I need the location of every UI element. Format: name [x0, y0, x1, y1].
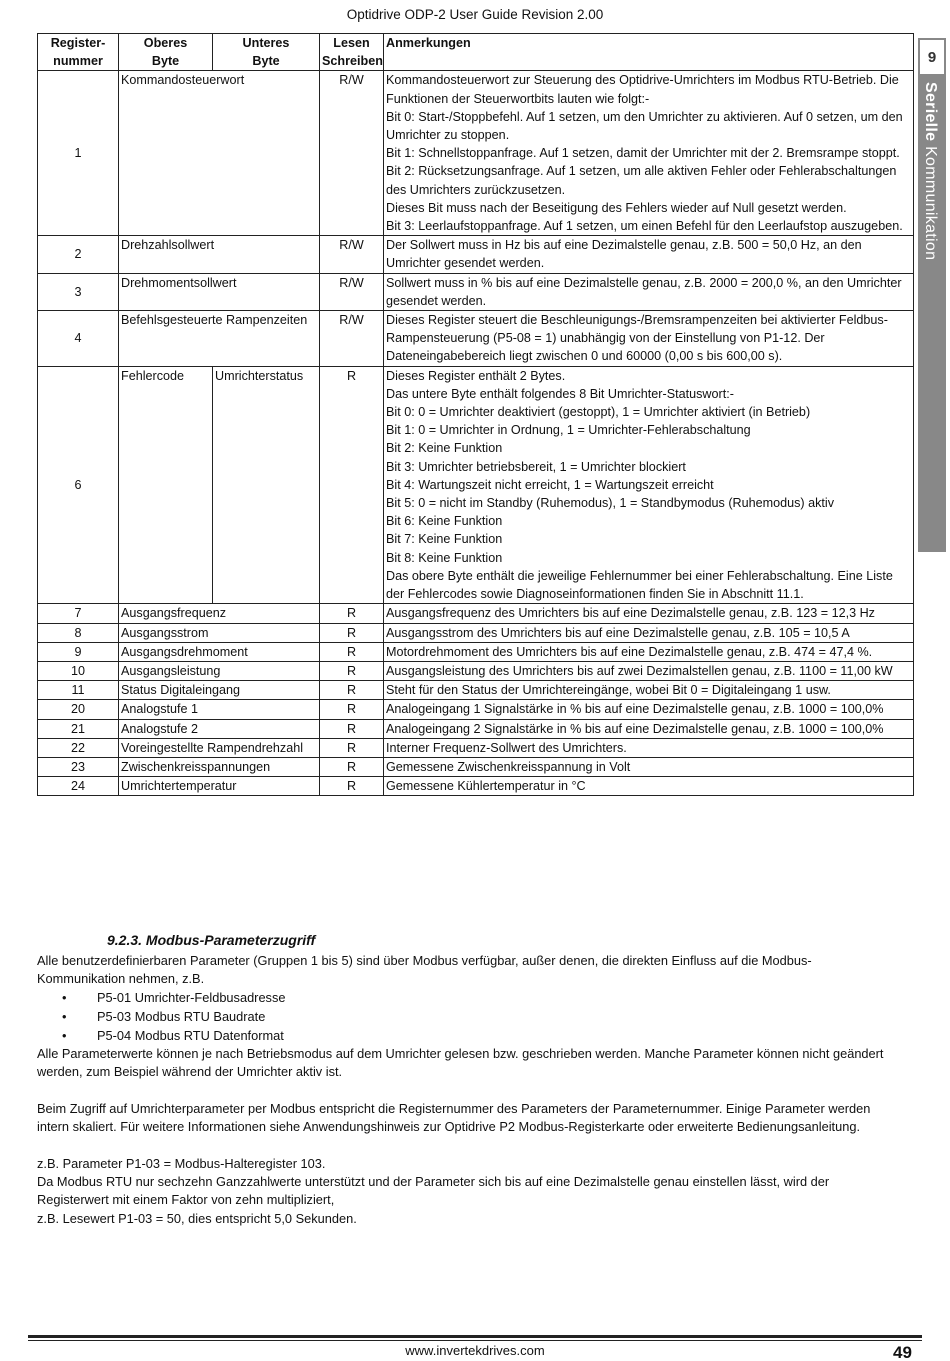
notes-line: Analogeingang 2 Signalstärke in % bis auf eine Dezimalstelle genau, z.B. 1000 = 100,0% [386, 721, 884, 736]
header-register-number: Register- nummer [38, 34, 119, 71]
modbus-register-table [37, 33, 914, 796]
register-name-cell: Status Digitaleingang [119, 681, 320, 700]
paragraph-example-read: z.B. Lesewert P1-03 = 50, dies entspricht 5,0 Sekunden. [37, 1211, 357, 1226]
notes-line: Dieses Register enthält 2 Bytes. [386, 368, 566, 383]
notes-cell [384, 71, 914, 236]
register-number-cell: 7 [38, 604, 119, 623]
register-number-cell: 2 [38, 236, 119, 273]
register-name-cell: Drehmomentsollwert [119, 273, 320, 310]
notes-line: Bit 0: Start-/Stoppbefehl. Auf 1 setzen, um den Umrichter zu aktivieren. Auf 0 setzen, um den Umrichter zu stoppen. [386, 109, 903, 143]
notes-cell [384, 642, 914, 661]
notes-line: Analogeingang 1 Signalstärke in % bis auf eine Dezimalstelle genau, z.B. 1000 = 100,0% [386, 702, 884, 717]
chapter-number: 9 [918, 38, 946, 76]
notes-cell [384, 681, 914, 700]
parameter-bullet-list [62, 988, 285, 1046]
register-name-cell: Umrichtertemperatur [119, 777, 320, 796]
notes-line: Kommandosteuerwort zur Steuerung des Optidrive-Umrichters im Modbus RTU-Betrieb. Die Funktionen der Steuerwortbits lauten wie folgt:- [386, 73, 899, 106]
section-intro: Alle benutzerdefinierbaren Parameter (Gruppen 1 bis 5) sind über Modbus verfügbar, außer denen, die direkten Einfluss auf die Modbus-Kommunikation nehmen, z.B. [37, 953, 812, 987]
table-row [38, 719, 914, 738]
register-number-cell: 24 [38, 777, 119, 796]
chapter-side-tab [918, 38, 946, 552]
notes-cell [384, 366, 914, 604]
register-number-cell: 11 [38, 681, 119, 700]
list-item: • P5-01 Umrichter-Feldbusadresse [62, 988, 285, 1007]
footer-rule [28, 1335, 922, 1338]
table-row [38, 236, 914, 273]
paragraph-scaling: Da Modbus RTU nur sechzehn Ganzzahlwerte unterstützt und der Parameter sich bis auf eine Dezimalstelle genau einstellen lässt, wird der Registerwert mit einem Faktor von zehn multipliziert, [37, 1174, 830, 1208]
notes-cell [384, 700, 914, 719]
notes-cell [384, 738, 914, 757]
read-write-cell: R/W [320, 311, 384, 367]
upper-byte-cell: Fehlercode [119, 366, 213, 604]
read-write-cell: R [320, 366, 384, 604]
register-number-cell: 4 [38, 311, 119, 367]
notes-cell [384, 623, 914, 642]
notes-cell [384, 236, 914, 273]
notes-line: Ausgangsleistung des Umrichters bis auf zwei Dezimalstellen genau, z.B. 1100 = 11,00 kW [386, 663, 893, 678]
header-upper-byte: Oberes Byte [119, 34, 213, 71]
register-name-cell: Analogstufe 1 [119, 700, 320, 719]
register-number-cell: 9 [38, 642, 119, 661]
notes-line: Ausgangsfrequenz des Umrichters bis auf eine Dezimalstelle genau, z.B. 123 = 12,3 Hz [386, 606, 875, 621]
notes-line: Bit 1: 0 = Umrichter in Ordnung, 1 = Umrichter-Fehlerabschaltung [386, 423, 751, 438]
read-write-cell: R [320, 777, 384, 796]
register-name-cell: Analogstufe 2 [119, 719, 320, 738]
notes-line: Der Sollwert muss in Hz bis auf eine Dezimalstelle genau, z.B. 500 = 50,0 Hz, an den Umrichter gesendet werden. [386, 238, 862, 271]
register-number-cell: 8 [38, 623, 119, 642]
notes-cell [384, 719, 914, 738]
notes-line: Bit 7: Keine Funktion [386, 532, 503, 547]
register-number-cell: 22 [38, 738, 119, 757]
table-row [38, 681, 914, 700]
read-write-cell: R/W [320, 236, 384, 273]
notes-line: Bit 4: Wartungszeit nicht erreicht, 1 = Wartungszeit erreicht [386, 477, 714, 492]
read-write-cell: R [320, 719, 384, 738]
footer-url: www.invertekdrives.com [405, 1343, 545, 1358]
notes-line: Interner Frequenz-Sollwert des Umrichters. [386, 740, 627, 755]
notes-line: Motordrehmoment des Umrichters bis auf eine Dezimalstelle genau, z.B. 474 = 47,4 %. [386, 644, 873, 659]
paragraph-read-write: Alle Parameterwerte können je nach Betriebsmodus auf dem Umrichter gelesen bzw. geschrieben werden. Manche Parameter können nicht geändert werden, zum Beispiel während der Umrichter aktiv ist. [37, 1046, 884, 1080]
register-name-cell: Voreingestellte Rampendrehzahl [119, 738, 320, 757]
footer-rule-thin [28, 1340, 922, 1341]
table-row [38, 623, 914, 642]
register-number-cell: 20 [38, 700, 119, 719]
notes-line: Bit 3: Leerlaufstoppanfrage. Auf 1 setzen, um einen Befehl für den Leerlaufstop auszugeben. [386, 219, 903, 234]
notes-line: Bit 0: 0 = Umrichter deaktiviert (gestoppt), 1 = Umrichter aktiviert (in Betrieb) [386, 405, 811, 420]
chapter-title: Serielle Kommunikation [922, 82, 939, 261]
table-row [38, 71, 914, 236]
register-number-cell: 23 [38, 757, 119, 776]
notes-cell [384, 604, 914, 623]
notes-line: Bit 2: Keine Funktion [386, 441, 503, 456]
register-number-cell: 21 [38, 719, 119, 738]
table-row [38, 311, 914, 367]
register-name-cell: Kommandosteuerwort [119, 71, 320, 236]
read-write-cell: R [320, 642, 384, 661]
table-row [38, 642, 914, 661]
notes-line: Gemessene Kühlertemperatur in °C [386, 779, 586, 794]
page-number: 49 [893, 1343, 912, 1361]
list-item: • P5-03 Modbus RTU Baudrate [62, 1007, 285, 1026]
notes-line: Bit 1: Schnellstoppanfrage. Auf 1 setzen, damit der Umrichter mit der 2. Bremsrampe stoppt. [386, 146, 900, 161]
register-name-cell: Ausgangsleistung [119, 661, 320, 680]
read-write-cell: R [320, 757, 384, 776]
table-body [38, 71, 914, 796]
notes-line: Steht für den Status der Umrichtereingänge, wobei Bit 0 = Digitaleingang 1 usw. [386, 683, 831, 698]
section-title: 9.2.3. Modbus-Parameterzugriff [107, 932, 316, 948]
register-name-cell: Ausgangsdrehmoment [119, 642, 320, 661]
read-write-cell: R [320, 661, 384, 680]
notes-line: Bit 3: Umrichter betriebsbereit, 1 = Umrichter blockiert [386, 459, 686, 474]
notes-line: Dieses Register steuert die Beschleunigungs-/Bremsrampenzeiten bei aktivierter Feldbus-Rampensteuerung (P5-08 = 1) unabhängig von der Einstellung von P1-12. Der Dateneingabebereich liegt zwischen 0 und 60000 (0,00 s bis 600,00 s). [386, 313, 888, 364]
header-read-write: Lesen Schreiben [320, 34, 384, 71]
notes-line: Bit 8: Keine Funktion [386, 550, 503, 565]
notes-cell [384, 273, 914, 310]
paragraph-example-register: z.B. Parameter P1-03 = Modbus-Halteregister 103. [37, 1156, 326, 1171]
read-write-cell: R [320, 700, 384, 719]
notes-line: Sollwert muss in % bis auf eine Dezimalstelle genau, z.B. 2000 = 200,0 %, an den Umrichter gesendet werden. [386, 275, 902, 308]
list-item: • P5-04 Modbus RTU Datenformat [62, 1026, 285, 1045]
table-row [38, 757, 914, 776]
read-write-cell: R [320, 681, 384, 700]
notes-cell [384, 777, 914, 796]
notes-line: Dieses Bit muss nach der Beseitigung des Fehlers wieder auf Null gesetzt werden. [386, 200, 847, 215]
notes-line: Ausgangsstrom des Umrichters bis auf eine Dezimalstelle genau, z.B. 105 = 10,5 A [386, 625, 850, 640]
read-write-cell: R/W [320, 273, 384, 310]
table-row [38, 777, 914, 796]
notes-cell [384, 661, 914, 680]
page-header: Optidrive ODP-2 User Guide Revision 2.00 [346, 7, 604, 22]
read-write-cell: R [320, 623, 384, 642]
register-number-cell: 6 [38, 366, 119, 604]
notes-line: Gemessene Zwischenkreisspannung in Volt [386, 759, 631, 774]
header-notes: Anmerkungen [384, 34, 914, 71]
header-lower-byte: Unteres Byte [213, 34, 320, 71]
table-row [38, 366, 914, 604]
notes-cell [384, 757, 914, 776]
lower-byte-cell: Umrichterstatus [213, 366, 320, 604]
table-row [38, 604, 914, 623]
register-number-cell: 1 [38, 71, 119, 236]
register-name-cell: Zwischenkreisspannungen [119, 757, 320, 776]
table-row [38, 273, 914, 310]
register-number-cell: 10 [38, 661, 119, 680]
register-name-cell: Ausgangsfrequenz [119, 604, 320, 623]
paragraph-register-mapping: Beim Zugriff auf Umrichterparameter per Modbus entspricht die Registernummer des Parameters der Parameternummer. Einige Parameter werden intern skaliert. Für weitere Informationen siehe Anwendungshinweis zur Optidrive P2 Modbus-Registerkarte oder erweiterte Bedienungsanleitung. [37, 1101, 871, 1135]
table-header-row [38, 34, 914, 71]
table-row [38, 738, 914, 757]
notes-line: Bit 5: 0 = nicht im Standby (Ruhemodus), 1 = Standbymodus (Ruhemodus) aktiv [386, 496, 835, 511]
register-number-cell: 3 [38, 273, 119, 310]
table-row [38, 661, 914, 680]
register-name-cell: Ausgangsstrom [119, 623, 320, 642]
notes-line: Das obere Byte enthält die jeweilige Fehlernummer bei einer Fehlerabschaltung. Eine Liste der Fehlercodes sowie Diagnoseinformationen finden Sie in Abschnitt 11.1. [386, 568, 893, 602]
notes-line: Bit 6: Keine Funktion [386, 514, 503, 529]
notes-line: Das untere Byte enthält folgendes 8 Bit Umrichter-Statuswort:- [386, 386, 734, 401]
table-row [38, 700, 914, 719]
notes-cell [384, 311, 914, 367]
read-write-cell: R [320, 738, 384, 757]
read-write-cell: R/W [320, 71, 384, 236]
read-write-cell: R [320, 604, 384, 623]
register-name-cell: Drehzahlsollwert [119, 236, 320, 273]
register-name-cell: Befehlsgesteuerte Rampenzeiten [119, 311, 320, 367]
notes-line: Bit 2: Rücksetzungsanfrage. Auf 1 setzen, um alle aktiven Fehler oder Fehlerabschaltungen des Umrichters zurückzusetzen. [386, 164, 897, 197]
